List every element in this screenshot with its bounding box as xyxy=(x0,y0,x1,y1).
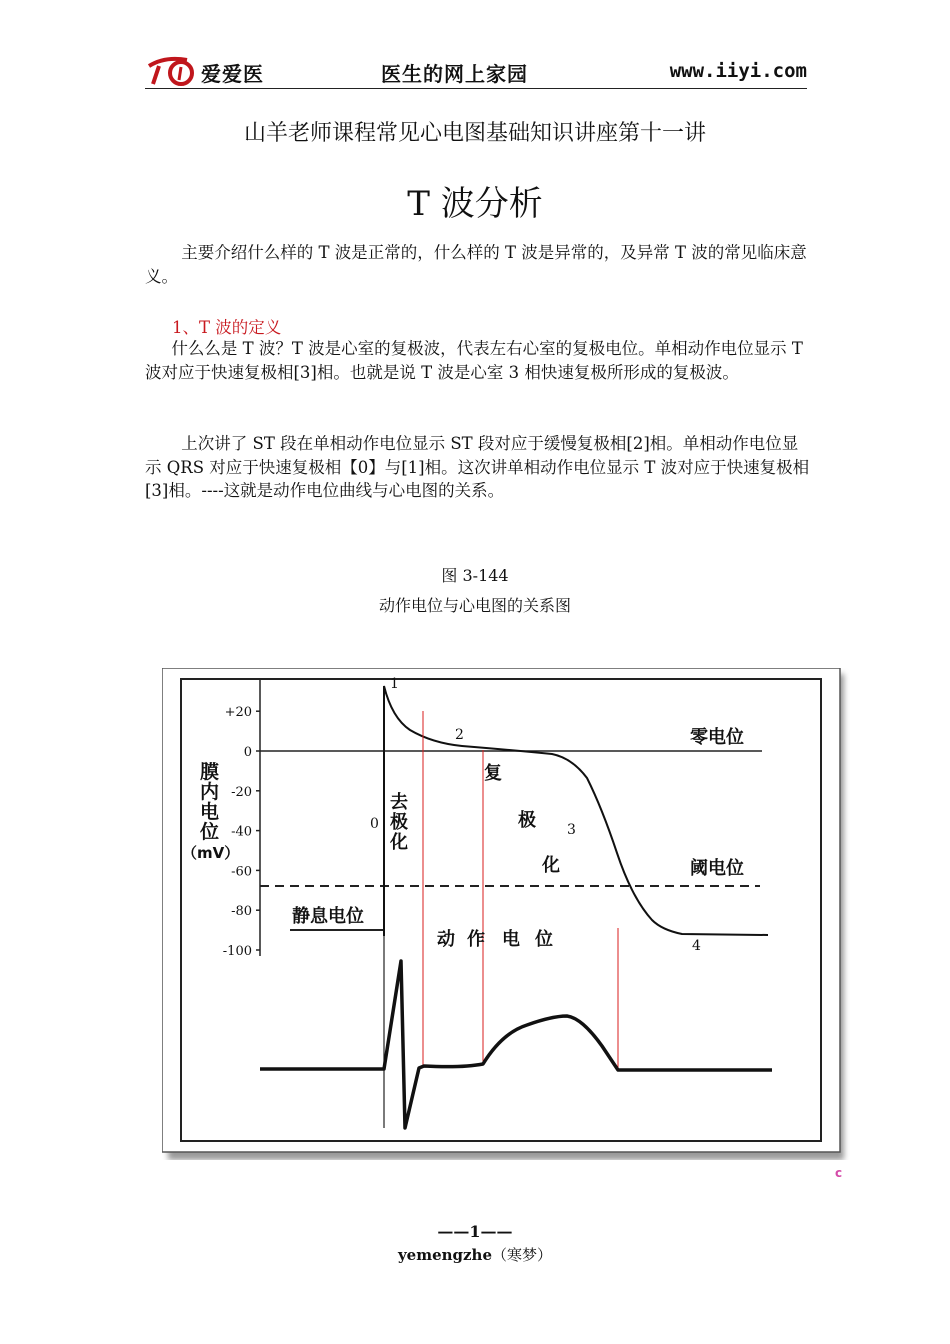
action-potential-char: 电 xyxy=(502,929,520,950)
y-title-char: 位 xyxy=(200,821,220,843)
y-tick-label: -20 xyxy=(231,784,252,800)
figure-caption: 动作电位与心电图的关系图 xyxy=(378,596,571,615)
action-potential-char: 动 xyxy=(437,929,455,950)
page-header xyxy=(145,52,807,89)
course-title: 山羊老师课程常见心电图基础知识讲座第十一讲 xyxy=(243,121,706,146)
brand-name: 爱爱医 xyxy=(201,62,264,86)
author-cn: （寒梦） xyxy=(492,1246,553,1264)
y-tick-label: -100 xyxy=(222,944,252,959)
y-title-char: 内 xyxy=(200,781,220,803)
phase-label-0: 0 xyxy=(370,816,379,832)
y-tick-label: 0 xyxy=(243,745,252,760)
phase-label-1: 1 xyxy=(390,676,399,692)
y-tick-label: +20 xyxy=(224,705,252,721)
repolarization-char: 化 xyxy=(542,855,560,876)
phase-label-2: 2 xyxy=(455,727,464,743)
section-paragraph-1: 什么么是 T 波？T 波是心室的复极波，代表左右心室的复极电位。单相动作电位显示 T 波对应于快速复极相[3]相。也就是说 T 波是心室 3 相快速复极所形成的复极波。 xyxy=(145,339,803,382)
document-title: T 波分析 xyxy=(407,184,543,224)
phase-label-4: 4 xyxy=(692,938,701,954)
figure-label: 图 3-144 xyxy=(441,566,509,585)
y-title-unit: （mV） xyxy=(182,844,240,862)
y-tick-label: -40 xyxy=(231,824,252,840)
author-name: yemengzhe xyxy=(397,1246,493,1264)
section-heading: 1、T 波的定义 xyxy=(172,318,282,337)
intro-paragraph: 主要介绍什么样的 T 波是正常的，什么样的 T 波是异常的，及异常 T 波的常见临床意义。 xyxy=(145,243,807,286)
threshold-label: 阈电位 xyxy=(690,858,744,879)
repolarization-char: 极 xyxy=(518,810,536,831)
action-potential-ecg-figure xyxy=(162,668,850,1160)
depolarization-char: 化 xyxy=(390,832,408,853)
stray-mark: c xyxy=(835,1166,843,1180)
y-title-char: 电 xyxy=(200,801,220,823)
depolarization-char: 极 xyxy=(390,812,408,833)
phase-label-3: 3 xyxy=(567,822,576,838)
y-tick-label: -60 xyxy=(231,864,252,880)
site-slogan: 医生的网上家园 xyxy=(381,62,528,86)
zero-potential-label: 零电位 xyxy=(690,727,744,748)
repolarization-char: 复 xyxy=(484,763,502,784)
y-tick-label: -80 xyxy=(231,904,252,920)
action-potential-char: 位 xyxy=(535,929,553,950)
site-url: www.iiyi.com xyxy=(669,60,807,82)
y-title-char: 膜 xyxy=(200,761,220,783)
section-paragraph-2: 上次讲了 ST 段在单相动作电位显示 ST 段对应于缓慢复极相[2]相。单相动作电位显示 QRS 对应于快速复极相【0】与[1]相。这次讲单相动作电位显示 T 波对应于快速复极相[3]相。----这就是动作电位曲线与心电图的关系。 xyxy=(145,434,810,500)
iiyi-logo-icon xyxy=(145,54,203,88)
action-potential-char: 作 xyxy=(467,929,485,950)
footer-author xyxy=(0,1244,950,1265)
resting-potential-label: 静息电位 xyxy=(292,906,364,927)
depolarization-char: 去 xyxy=(390,792,408,813)
page-number: ——1—— xyxy=(437,1222,513,1241)
